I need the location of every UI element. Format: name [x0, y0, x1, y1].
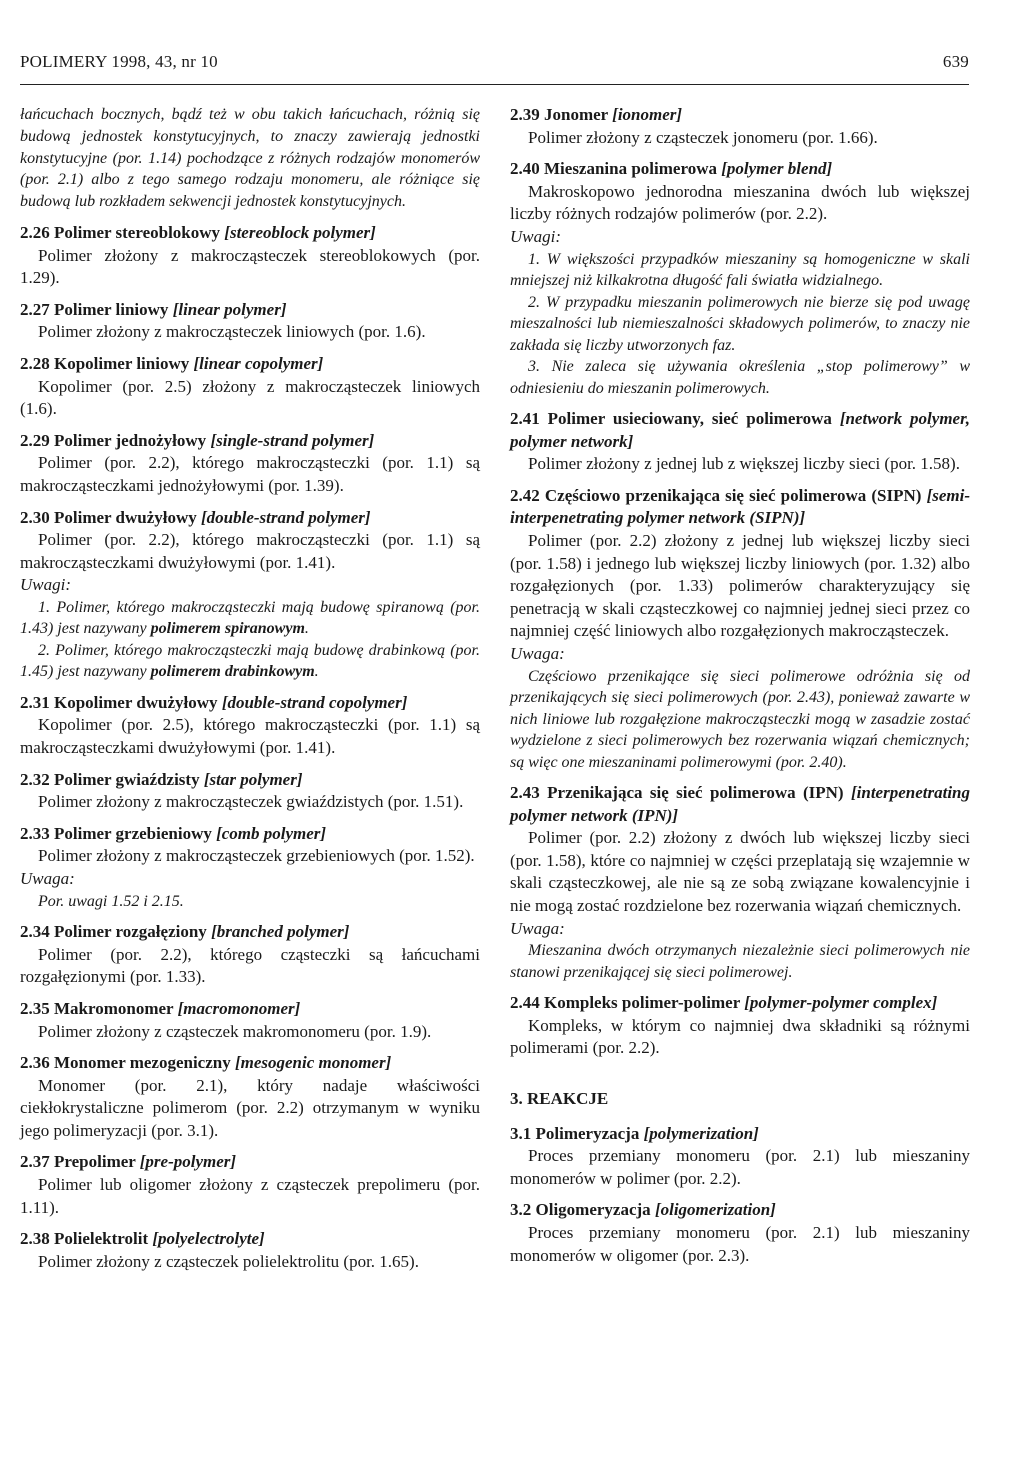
term-entry [510, 992, 970, 1060]
entry-definition: Polimer (por. 2.2) złożony z jednej lub większej liczby sieci (por. 1.58) i jednego lub większej liczby liniowych (por. 1.32) albo rozgałęzionych (por. 1.33) polimerów charakteryzujący się penetracją w skali cząsteczkowej co najmniej jednej sieci przez co najmniej część liniowych albo rozgałęzionych makrocząsteczek. [510, 531, 970, 641]
entry-title: 2.34 Polimer rozgałęziony [branched polymer] [20, 922, 350, 942]
note-label: Uwaga: [510, 644, 565, 663]
term-entry [510, 485, 970, 773]
note-label: Uwagi: [20, 575, 71, 595]
entry-title: 2.43 Przenikająca się sieć polimerowa (IPN) [interpenetrating polymer network (IPN)] [510, 783, 970, 825]
term-entry [20, 692, 480, 760]
term-entry [20, 1052, 480, 1142]
entry-title: 2.33 Polimer grzebieniowy [comb polymer] [20, 823, 327, 843]
journal-reference: POLIMERY 1998, 43, nr 10 [20, 52, 218, 71]
page-number: 639 [942, 52, 969, 71]
entry-title: 2.44 Kompleks polimer-polimer [polymer-polymer complex] [510, 993, 938, 1013]
term-entry [20, 1151, 480, 1219]
entry-definition: Polimer złożony z cząsteczek jonomeru (por. 1.66). [528, 127, 878, 147]
continued-text: łańcuchach bocznych, bądź też w obu takich łańcuchach, różnią się budową jednostek konstytucyjnych, to znaczy zawierają jednostki konstytucyjne (por. 1.14) pochodzące z różnych rodzajów monomerów (por. 2.1) albo z tego samego rodzaju monomeru, ale różniące się budową lub rozkładem sekwencji jednostek konstytucyjnych. [20, 106, 480, 211]
note-item: 1. W większości przypadków mieszaniny są homogeniczne w skali mniejszej niż kilkakrotna długość fali światła widzialnego. [510, 250, 970, 290]
term-entry [510, 782, 970, 983]
term-entry [20, 921, 480, 989]
entry-definition: Polimer złożony z jednej lub z większej liczby sieci (por. 1.58). [528, 454, 960, 474]
entry-title: 2.29 Polimer jednożyłowy [single-strand polymer] [20, 430, 375, 450]
term-entry [510, 1199, 970, 1267]
entry-title: 2.28 Kopolimer liniowy [linear copolymer] [20, 353, 324, 373]
entry-title: 2.39 Jonomer [ionomer] [510, 105, 683, 124]
term-entry [510, 104, 970, 149]
entry-definition: Kopolimer (por. 2.5) złożony z makrocząsteczek liniowych (1.6). [20, 376, 480, 419]
entry-definition: Polimer złożony z makrocząsteczek grzebieniowych (por. 1.52). [38, 846, 475, 866]
entry-definition: Polimer (por. 2.2), którego cząsteczki są łańcuchami rozgałęzionymi (por. 1.33). [20, 944, 480, 987]
entry-definition: Kopolimer (por. 2.5), którego makrocząsteczki (por. 1.1) są makrocząsteczkami dwużyłowymi (por. 1.41). [20, 715, 480, 758]
entry-definition: Polimer złożony z makrocząsteczek stereoblokowych (por. 1.29). [20, 245, 480, 288]
term-entry [20, 299, 480, 344]
entry-definition: Polimer złożony z makrocząsteczek liniowych (por. 1.6). [38, 322, 426, 342]
note-label: Uwaga: [510, 918, 565, 938]
term-entry [20, 1228, 480, 1273]
term-entry [20, 507, 480, 683]
header-rule [20, 84, 969, 85]
note-label: Uwagi: [510, 226, 561, 246]
term-entry [20, 823, 480, 912]
note-label: Uwaga: [20, 869, 75, 889]
note-item: Częściowo przenikające się sieci polimerowe odróżnia się od przenikających się sieci polimerowych (por. 2.43), ponieważ zawarte w nich liniowe lub rozgałęzione makrocząsteczki mogą w zasadzie zostać wydzielone z sieci polimerowych bez rozerwania wiązań chemicznych; są więc one mieszaninami polimerowymi (por. 2.40). [510, 667, 970, 771]
entry-definition: Polimer złożony z cząsteczek makromonomeru (por. 1.9). [38, 1021, 432, 1041]
note-item: Por. uwagi 1.52 i 2.15. [38, 892, 184, 910]
section-heading: 3. REAKCJE [510, 1089, 609, 1109]
entry-definition: Monomer (por. 2.1), który nadaje właściwości ciekłokrystaliczne polimerom (por. 2.2) otrzymanym w wyniku jego polimeryzacji (por. 3.1). [20, 1075, 480, 1140]
note-item: Mieszanina dwóch otrzymanych niezależnie sieci polimerowych nie stanowi przenikającej się sieci polimerowej. [510, 942, 970, 981]
note-item: 2. Polimer, którego makrocząsteczki mają budowę drabinkową (por. 1.45) jest nazywany polimerem drabinkowym. [20, 641, 480, 681]
note-item: 2. W przypadku mieszanin polimerowych nie bierze się pod uwagę mieszalności lub niemieszalności składowych polimerów, to znaczy nie zakłada się liczby utworzonych faz. [510, 293, 970, 354]
entry-title: 2.35 Makromonomer [macromonomer] [20, 998, 301, 1018]
term-entry [510, 408, 970, 476]
entry-title: 2.32 Polimer gwiaździsty [star polymer] [20, 769, 303, 789]
term-entry [20, 769, 480, 814]
term-entry [20, 353, 480, 421]
entry-title: 2.30 Polimer dwużyłowy [double-strand polymer] [20, 507, 371, 527]
entry-title: 3.2 Oligomeryzacja [oligomerization] [510, 1200, 776, 1220]
term-entry [510, 158, 970, 399]
term-entry [20, 222, 480, 290]
entry-definition: Polimer złożony z makrocząsteczek gwiaździstych (por. 1.51). [38, 792, 464, 812]
note-item: 3. Nie zaleca się używania określenia „stop polimerowy” w odniesieniu do mieszanin polimerowych. [510, 358, 970, 397]
entry-definition: Kompleks, w którym co najmniej dwa składniki są różnymi polimerami (por. 2.2). [510, 1015, 970, 1058]
entry-title: 2.27 Polimer liniowy [linear polymer] [20, 299, 287, 319]
term-entry [20, 998, 480, 1043]
note-item: 1. Polimer, którego makrocząsteczki mają budowę spiranową (por. 1.43) jest nazywany polimerem spiranowym. [20, 598, 480, 638]
entry-definition: Makroskopowo jednorodna mieszanina dwóch lub większej liczby różnych rodzajów polimerów (por. 2.2). [510, 181, 970, 224]
entry-definition: Polimer (por. 2.2), którego makrocząsteczki (por. 1.1) są makrocząsteczkami dwużyłowymi (por. 1.41). [20, 530, 480, 572]
entry-title: 3.1 Polimeryzacja [polymerization] [510, 1123, 759, 1143]
entry-definition: Polimer (por. 2.2) złożony z dwóch lub większej liczby sieci (por. 1.58), które co najmniej w części przeplatają się wzajemnie w skali cząsteczkowej, ale nie są ze sobą związane kowalencyjnie i nie mogą zostać rozdzielone bez rozerwania wiązań chemicznych. [510, 828, 970, 916]
left-column [20, 104, 480, 1282]
entry-definition: Proces przemiany monomeru (por. 2.1) lub mieszaniny monomerów w oligomer (por. 2.3). [510, 1223, 970, 1265]
entry-title: 2.26 Polimer stereoblokowy [stereoblock polymer] [20, 222, 376, 242]
entry-title: 2.37 Prepolimer [pre-polymer] [20, 1152, 237, 1172]
entry-definition: Polimer lub oligomer złożony z cząsteczek prepolimeru (por. 1.11). [20, 1175, 480, 1217]
entry-title: 2.41 Polimer usieciowany, sieć polimerowa [network polymer, polymer network] [510, 409, 971, 451]
entry-definition: Polimer złożony z cząsteczek polielektrolitu (por. 1.65). [38, 1251, 419, 1271]
entry-title: 2.42 Częściowo przenikająca się sieć polimerowa (SIPN) [semi-interpenetrating polymer network (SIPN)] [510, 485, 970, 528]
right-column [510, 104, 970, 1276]
entry-title: 2.40 Mieszanina polimerowa [polymer blend] [510, 159, 833, 179]
entry-definition: Polimer (por. 2.2), którego makrocząsteczki (por. 1.1) są makrocząsteczkami jednożyłowymi (por. 1.39). [20, 453, 480, 495]
term-entry [20, 430, 480, 498]
term-entry [510, 1123, 970, 1191]
entry-title: 2.36 Monomer mezogeniczny [mesogenic monomer] [20, 1053, 392, 1073]
running-header [20, 52, 969, 72]
entry-definition: Proces przemiany monomeru (por. 2.1) lub mieszaniny monomerów w polimer (por. 2.2). [510, 1146, 970, 1188]
entry-title: 2.38 Polielektrolit [polyelectrolyte] [20, 1229, 265, 1249]
entry-title: 2.31 Kopolimer dwużyłowy [double-strand copolymer] [20, 692, 408, 712]
